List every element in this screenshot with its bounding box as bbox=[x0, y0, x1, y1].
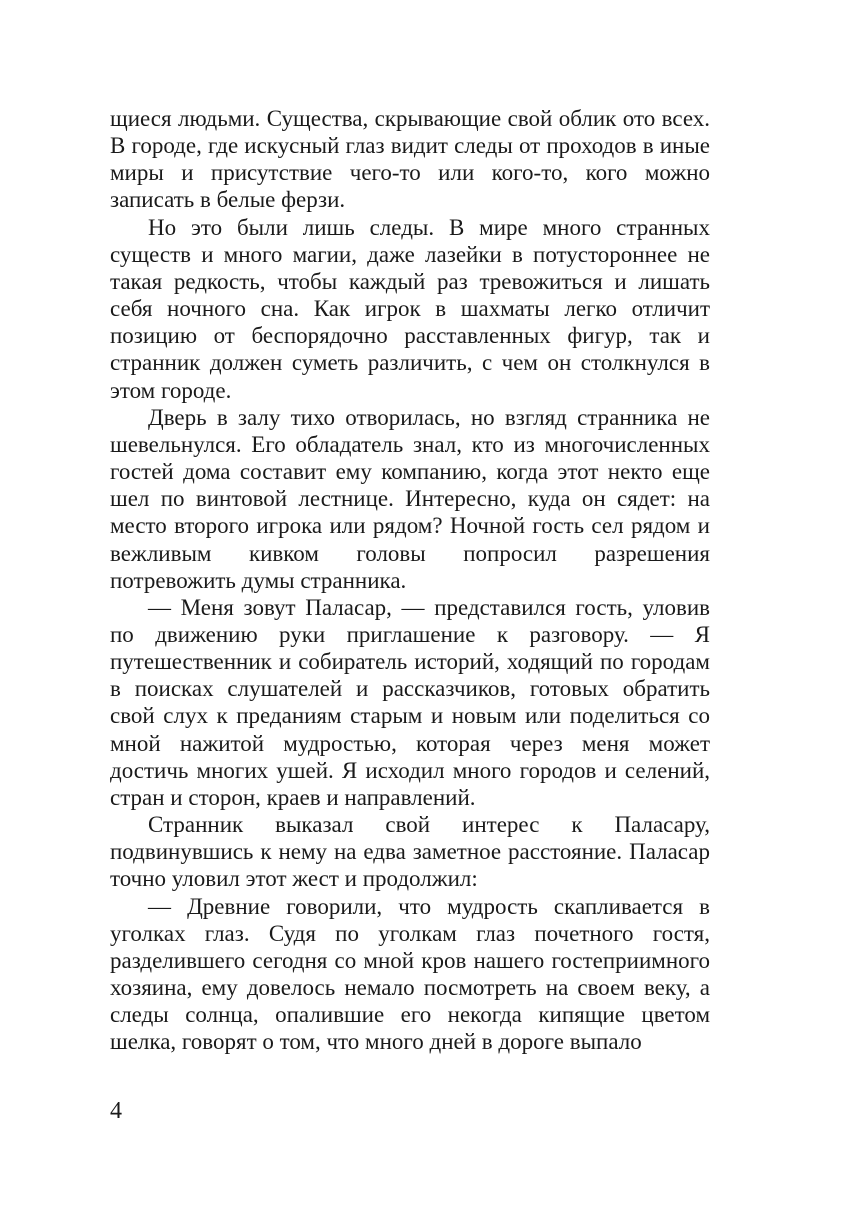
paragraph-4: — Меня зовут Паласар, — представился гость, уловив по движению руки приглашение к разговору. — Я путешественник и собиратель историй, ходящий по городам в поисках слушателей и рассказчиков, готовых обратить свой слух к преданиям старым и новым или поделиться со мной нажитой мудростью, которая через меня может достичь многих ушей. Я исходил много городов и селений, стран и сторон, краев и направлений. bbox=[110, 594, 710, 810]
paragraph-3: Дверь в залу тихо отворилась, но взгляд странника не шевельнулся. Его обладатель знал, кто из многочисленных гостей дома составит ему компанию, когда этот некто еще шел по винтовой лестнице. Интересно, куда он сядет: на место второго игрока или рядом? Ночной гость сел рядом и вежливым кивком головы попросил разрешения потревожить думы странника. bbox=[110, 404, 710, 593]
page-text-block bbox=[110, 105, 710, 1055]
paragraph-6: — Древние говорили, что мудрость скапливается в уголках глаз. Судя по уголкам глаз почетного гостя, разделившего сегодня со мной кров нашего гостеприимного хозяина, ему довелось немало посмотреть на своем веку, а следы солнца, опалившие его некогда кипящие цветом шелка, говорят о том, что много дней в дороге выпало bbox=[110, 893, 710, 1055]
paragraph-5: Странник выказал свой интерес к Паласару, подвинувшись к нему на едва заметное расстояние. Паласар точно уловил этот жест и продолжил: bbox=[110, 812, 710, 892]
paragraph-2: Но это были лишь следы. В мире много странных существ и много магии, даже лазейки в потустороннее не такая редкость, чтобы каждый раз тревожиться и лишать себя ночного сна. Как игрок в шахматы легко отличит позицию от беспорядочно расставленных фигур, так и странник должен суметь различить, с чем он столкнулся в этом городе. bbox=[110, 214, 710, 403]
paragraph-1: щиеся людьми. Существа, скрывающие свой облик ото всех. В городе, где искусный глаз видит следы от проходов в иные миры и присутствие чего-то или кого-то, кого можно записать в белые ферзи. bbox=[110, 106, 710, 213]
page-number: 4 bbox=[110, 1098, 122, 1124]
